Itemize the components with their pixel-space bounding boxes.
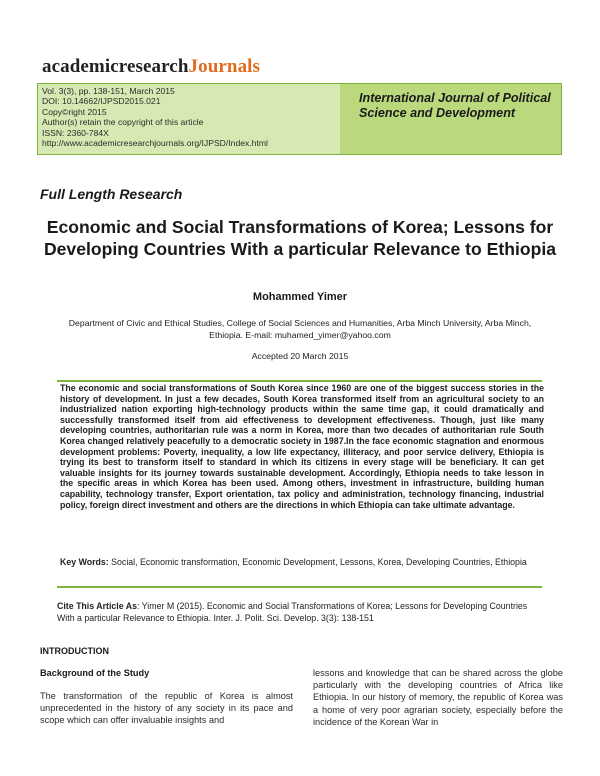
volume-info: Vol. 3(3), pp. 138-151, March 2015: [42, 86, 175, 96]
abstract-bottom-rule: [57, 586, 542, 588]
keywords: [60, 557, 544, 569]
background-heading: Background of the Study: [40, 668, 150, 678]
abstract-top-rule: [57, 380, 542, 382]
abstract: The economic and social transformations of South Korea since 1960 are one of the biggest success stories in the history of development. In just a few decades, South Korea transformed itself from an agricultural society to an industrialized nation exporting high-technology products within the same time gap, it could dramatically and successfully transformed itself from aid effectiveness to development effectiveness. Though, just like many developing countries, authoritarian rule was a norm in Korea, more than two decades of authoritarian rule South Korea changed relatively peacefully to a democratic society in 1987.In the face economic stagnation and enormous development problems: Poverty, inequality, a low life expectancy, illiteracy, and poor service delivery, Ethiopia is trying its best to transform itself to standard in which its citizens in every stage will be beneficiary. It can get valuable insights for its journey towards sustainable development. Accordingly, Ethiopia needs to take lesson in the specific areas in which Korea has been used. Among others, investment in infrastructure, building human capability, technology transfer, Export orientation, tax policy and administration, technology financing, industrial policy, foreign direct investment and others are the directions in which Ethiopia can take ultimate advantage.: [60, 383, 544, 510]
citation: [57, 601, 543, 624]
issn: ISSN: 2360-784X: [42, 127, 109, 138]
author-affiliation: Department of Civic and Ethical Studies, College of Social Sciences and Humanities, Arba Minch University, Arba Minch, Ethiopia. E-mail: muhamed_yimer@yahoo.com: [68, 318, 532, 340]
accepted-date: Accepted 20 March 2015: [251, 351, 349, 361]
journal-url[interactable]: http://www.academicresearchjournals.org/IJPSD/Index.html: [42, 138, 268, 149]
logo-text-main: academicresearch: [42, 56, 189, 77]
introduction-heading: INTRODUCTION: [40, 646, 109, 656]
article-meta: [38, 84, 340, 154]
article-title: Economic and Social Transformations of Korea; Lessons for Developing Countries With a particular Relevance to Ethiopia: [43, 217, 557, 259]
publisher-logo: [42, 56, 260, 78]
journal-header-box: [37, 83, 562, 155]
body-column-right: lessons and knowledge that can be shared across the globe particularly with the developing countries of Africa like Ethiopia. In our history of memory, the republic of Korea was a home of very poor agrarian society, especially before the incidence of the Korean War in: [313, 668, 563, 727]
copyright: Copy©right 2015: [42, 106, 107, 117]
keywords-label: Key Words:: [60, 557, 109, 567]
doi: DOI: 10.14662/IJPSD2015.021: [42, 96, 161, 107]
journal-name: International Journal of Political Science and Development: [359, 91, 551, 120]
citation-label: Cite This Article As: [57, 601, 138, 611]
rights-notice: Author(s) retain the copyright of this article: [42, 117, 204, 128]
logo-text-journals: Journals: [188, 56, 261, 77]
journal-name-panel: [340, 84, 561, 154]
author-name: Mohammed Yimer: [252, 291, 348, 303]
body-column-left: The transformation of the republic of Korea is almost unprecedented in the history of any society in its pace and scope which can offer invaluable insights and: [40, 691, 293, 726]
article-type: Full Length Research: [40, 186, 183, 202]
citation-text: : Yimer M (2015). Economic and Social Transformations of Korea; Lessons for Developing Countries With a particular Relevance to Ethiopia. Inter. J. Polit. Sci. Develop. 3(3): 138-151: [57, 601, 528, 623]
keywords-list: Social, Economic transformation, Economic Development, Lessons, Korea, Developing Countries, Ethiopia: [111, 557, 527, 567]
